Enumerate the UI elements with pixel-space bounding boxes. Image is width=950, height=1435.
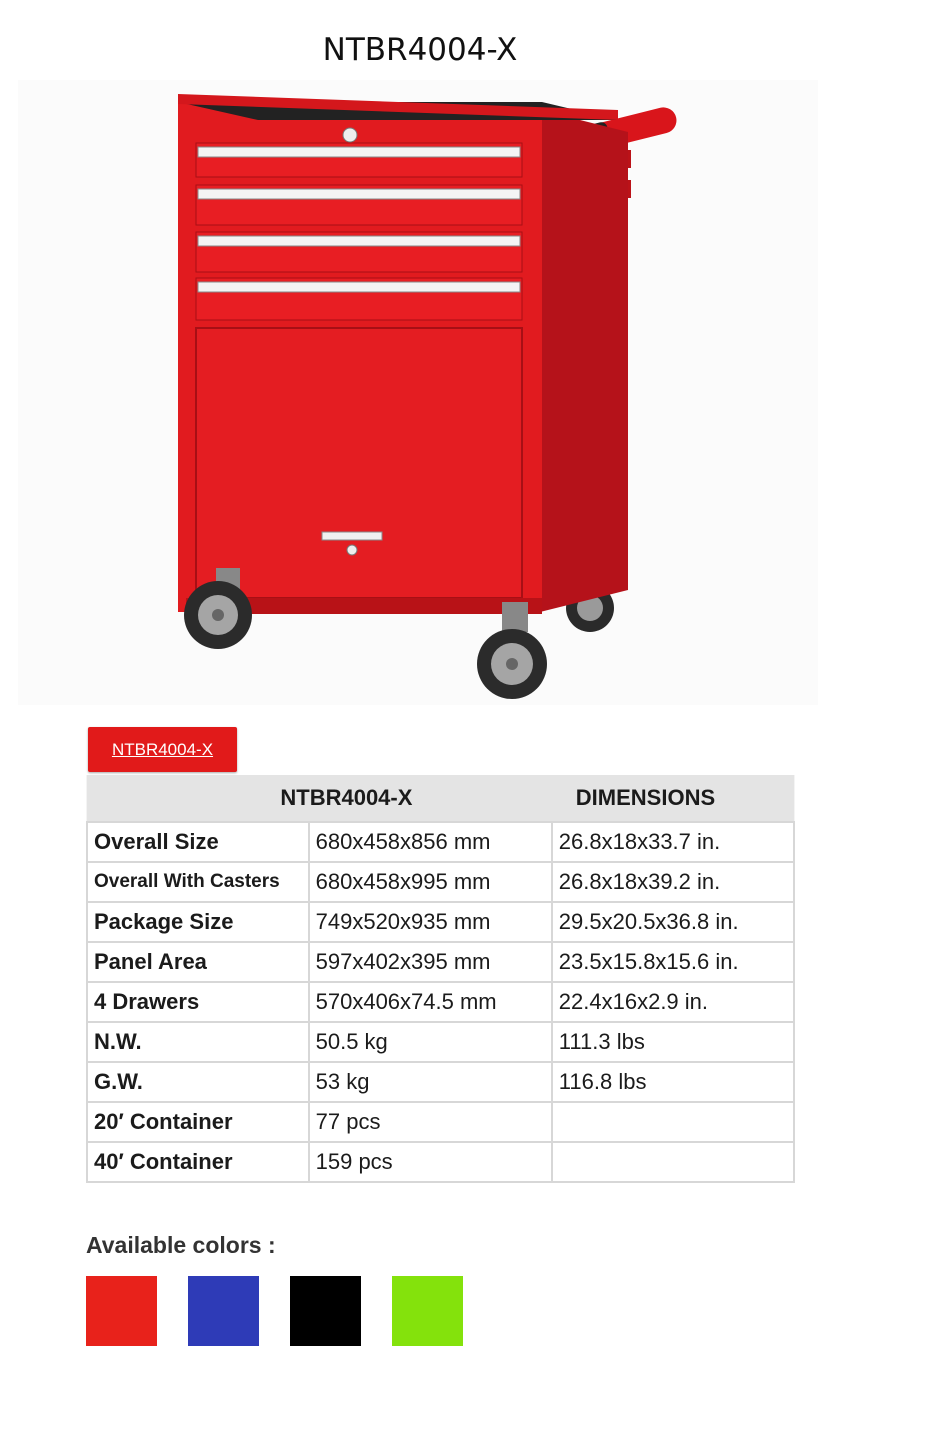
row-label: G.W. bbox=[87, 1062, 309, 1102]
row-label: N.W. bbox=[87, 1022, 309, 1062]
row-metric-value: 159 pcs bbox=[309, 1142, 552, 1182]
row-imperial-value bbox=[552, 1102, 794, 1142]
table-header-row bbox=[87, 775, 794, 822]
row-metric-value: 570x406x74.5 mm bbox=[309, 982, 552, 1022]
row-imperial-value: 111.3 lbs bbox=[552, 1022, 794, 1062]
row-metric-value: 50.5 kg bbox=[309, 1022, 552, 1062]
row-label: 40′ Container bbox=[87, 1142, 309, 1182]
row-imperial-value: 26.8x18x33.7 in. bbox=[552, 822, 794, 862]
row-metric-value: 77 pcs bbox=[309, 1102, 552, 1142]
page-title: NTBR4004-X bbox=[322, 32, 518, 68]
row-imperial-value: 22.4x16x2.9 in. bbox=[552, 982, 794, 1022]
row-metric-value: 680x458x995 mm bbox=[309, 862, 552, 902]
row-metric-value: 597x402x395 mm bbox=[309, 942, 552, 982]
row-label: Panel Area bbox=[87, 942, 309, 982]
table-row bbox=[87, 902, 794, 942]
color-swatch-red[interactable] bbox=[86, 1276, 157, 1346]
color-swatch-blue[interactable] bbox=[188, 1276, 259, 1346]
table-row bbox=[87, 862, 794, 902]
color-swatch-green[interactable] bbox=[392, 1276, 463, 1346]
model-tag[interactable] bbox=[88, 727, 237, 772]
product-image bbox=[18, 80, 818, 705]
row-label: Overall Size bbox=[87, 822, 309, 862]
available-colors-title: Available colors : bbox=[86, 1232, 276, 1258]
table-row bbox=[87, 1022, 794, 1062]
row-imperial-value: 26.8x18x39.2 in. bbox=[552, 862, 794, 902]
model-link[interactable]: NTBR4004-X bbox=[111, 739, 214, 759]
row-imperial-value: 116.8 lbs bbox=[552, 1062, 794, 1102]
row-label: Package Size bbox=[87, 902, 309, 942]
color-swatches bbox=[86, 1276, 463, 1346]
table-row bbox=[87, 982, 794, 1022]
table-row bbox=[87, 942, 794, 982]
table-header-model: NTBR4004-X bbox=[87, 775, 552, 822]
row-metric-value: 53 kg bbox=[309, 1062, 552, 1102]
row-label: Overall With Casters bbox=[87, 862, 309, 902]
row-imperial-value bbox=[552, 1142, 794, 1182]
cabinet-door bbox=[196, 328, 522, 598]
table-row bbox=[87, 822, 794, 862]
specifications-table bbox=[86, 775, 795, 1183]
table-row bbox=[87, 1102, 794, 1142]
row-metric-value: 749x520x935 mm bbox=[309, 902, 552, 942]
table-header-dimensions: DIMENSIONS bbox=[552, 775, 794, 822]
row-label: 20′ Container bbox=[87, 1102, 309, 1142]
table-row bbox=[87, 1142, 794, 1182]
row-metric-value: 680x458x856 mm bbox=[309, 822, 552, 862]
row-label: 4 Drawers bbox=[87, 982, 309, 1022]
table-row bbox=[87, 1062, 794, 1102]
row-imperial-value: 29.5x20.5x36.8 in. bbox=[552, 902, 794, 942]
drawers bbox=[196, 143, 522, 320]
row-imperial-value: 23.5x15.8x15.6 in. bbox=[552, 942, 794, 982]
color-swatch-black[interactable] bbox=[290, 1276, 361, 1346]
